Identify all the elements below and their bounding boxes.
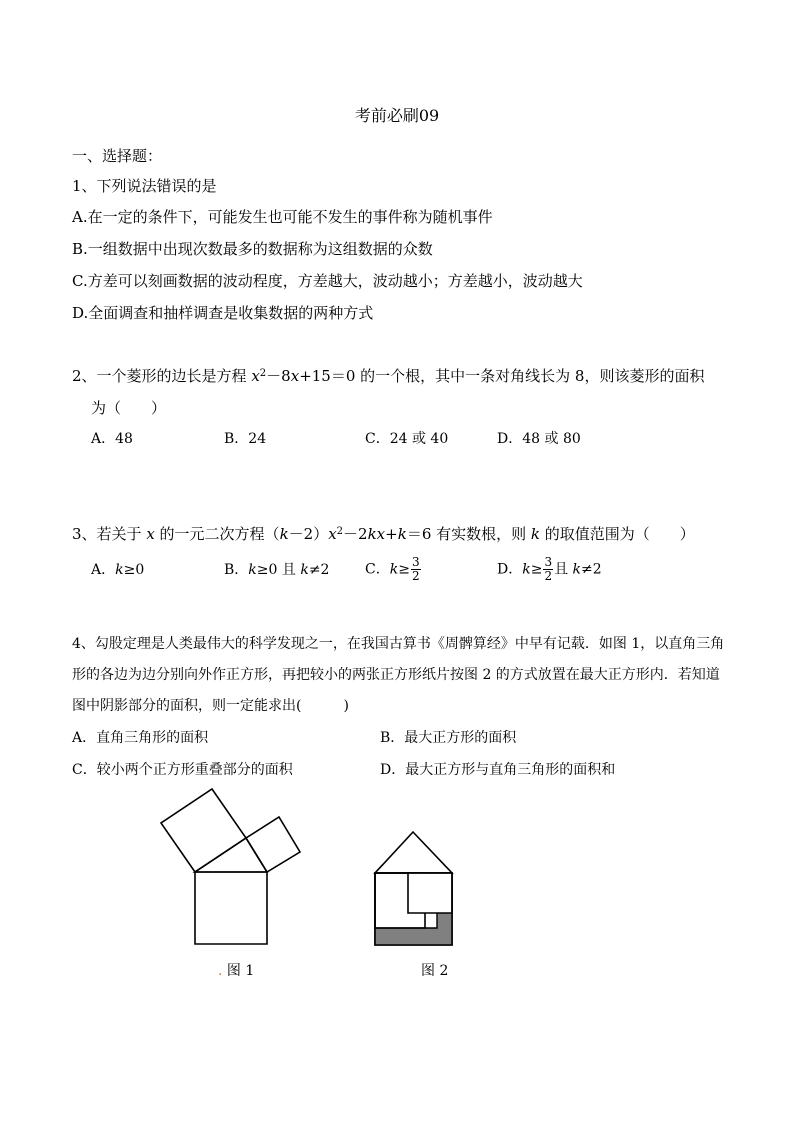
q3-option-d-fraction	[543, 556, 553, 583]
figure-2-squares-in-square	[365, 830, 465, 950]
q3-text-1: 3、若关于	[72, 525, 147, 543]
q4-stem-line1: 4、勾股定理是人类最伟大的科学发现之一，在我国古算书《周髀算经》中早有记载．如图 1，以直角三角	[72, 636, 725, 652]
q2-option-c: C．24 或 40	[365, 431, 449, 447]
fig2-small-square	[408, 873, 452, 913]
q3-var-kx: kx	[367, 525, 386, 543]
q3-option-b-k2: k	[300, 562, 309, 578]
q3-stem	[72, 524, 695, 544]
figure-1-caption-text: 图 1	[226, 963, 255, 979]
q3-var-k3: k	[530, 525, 541, 543]
q3-option-b-k: k	[248, 562, 257, 578]
q3-var-k2: k	[397, 525, 407, 543]
fig1-largest-square	[195, 872, 267, 944]
q1-stem: 1、下列说法错误的是	[72, 177, 217, 195]
q3-option-d-k: k	[522, 561, 531, 578]
q2-stem-prefix: 2、一个菱形的边长是方程	[72, 367, 252, 385]
q1-option-a: A.在一定的条件下，可能发生也可能不发生的事件称为随机事件	[72, 208, 493, 226]
figure-2-caption: 图 2	[421, 963, 449, 979]
q4-option-d: D．最大正方形与直角三角形的面积和	[380, 762, 616, 778]
figure-1-caption	[218, 962, 254, 980]
page-title: 考前必刷09	[354, 106, 440, 125]
q2-exponent: 2	[259, 368, 267, 379]
q3-option-d	[497, 556, 602, 583]
q3-var-x2: x	[328, 525, 337, 543]
q3-option-b	[224, 560, 329, 580]
fig1-small-square	[246, 817, 300, 872]
q1-option-d: D.全面调查和抽样调查是收集数据的两种方式	[72, 304, 374, 322]
q2-option-a: A．48	[91, 431, 133, 447]
q3-option-d-k2: k	[572, 561, 582, 578]
q2-option-d: D．48 或 80	[497, 431, 581, 447]
q1-option-b: B.一组数据中出现次数最多的数据称为这组数据的众数	[72, 240, 433, 258]
figure-1-pythagoras-squares	[150, 785, 310, 950]
q3-option-c-label: C．	[365, 561, 390, 578]
q2-var-x: x	[251, 367, 260, 385]
fraction-numerator: 3	[411, 555, 420, 569]
q3-text-4: －2	[343, 525, 368, 543]
q3-option-d-expr2: 且	[554, 561, 573, 578]
q3-option-d-label: D．	[497, 561, 523, 578]
q2-option-b: B．24	[224, 431, 267, 447]
q3-option-c-expr: ≥	[398, 561, 410, 578]
q4-option-c: C．较小两个正方形重叠部分的面积	[72, 762, 293, 778]
fig2-triangle	[375, 832, 452, 873]
q3-text-7: 的取值范围为（ ）	[540, 525, 695, 543]
q3-option-b-expr2: ≠2	[308, 562, 330, 578]
fraction-denominator: 2	[544, 569, 553, 583]
q2-stem	[72, 366, 704, 386]
q3-option-c	[365, 556, 422, 583]
q3-text-5: +	[385, 525, 398, 543]
section-heading: 一、选择题：	[72, 147, 163, 165]
q2-var-x2: x	[290, 367, 300, 385]
q3-var-k: k	[279, 525, 289, 543]
q3-text-3: －2）	[288, 525, 329, 543]
q2-stem-line2: 为（ ）	[91, 399, 167, 417]
q3-var-x: x	[146, 525, 155, 543]
q4-stem-line3: 图中阴影部分的面积，则一定能求出( )	[72, 698, 349, 714]
q3-option-c-fraction	[411, 556, 421, 583]
q2-stem-eq: －8	[266, 367, 291, 385]
q3-option-a-expr: ≥0	[123, 562, 145, 578]
q3-option-c-k: k	[389, 561, 399, 578]
q3-option-a-k: k	[115, 562, 124, 578]
q3-option-a-label: A．	[91, 562, 116, 578]
q4-option-a: A．直角三角形的面积	[72, 730, 209, 746]
q3-option-a	[91, 560, 144, 580]
q3-text-6: ＝6 有实数根，则	[406, 525, 531, 543]
q3-exponent: 2	[336, 526, 344, 537]
fraction-numerator: 3	[544, 555, 553, 569]
q4-option-b: B．最大正方形的面积	[380, 730, 517, 746]
q4-stem-line2: 形的各边为边分别向外作正方形，再把较小的两张正方形纸片按图 2 的方式放置在最大正方形内．若知道	[72, 667, 720, 683]
fraction-denominator: 2	[411, 569, 420, 583]
fig1-medium-square	[161, 789, 246, 872]
caption-dot: .	[218, 963, 223, 979]
q3-option-d-expr3: ≠2	[581, 561, 602, 578]
q3-text-2: 的一元二次方程（	[154, 525, 280, 543]
q1-option-c: C.方差可以刻画数据的波动程度，方差越大，波动越小；方差越小，波动越大	[72, 272, 583, 290]
q3-option-b-expr1: ≥0 且	[256, 562, 301, 578]
q3-option-b-label: B．	[224, 562, 249, 578]
q2-stem-eq2: +15＝0 的一个根，其中一条对角线长为 8，则该菱形的面积	[299, 367, 705, 385]
q3-option-d-expr1: ≥	[530, 561, 543, 578]
